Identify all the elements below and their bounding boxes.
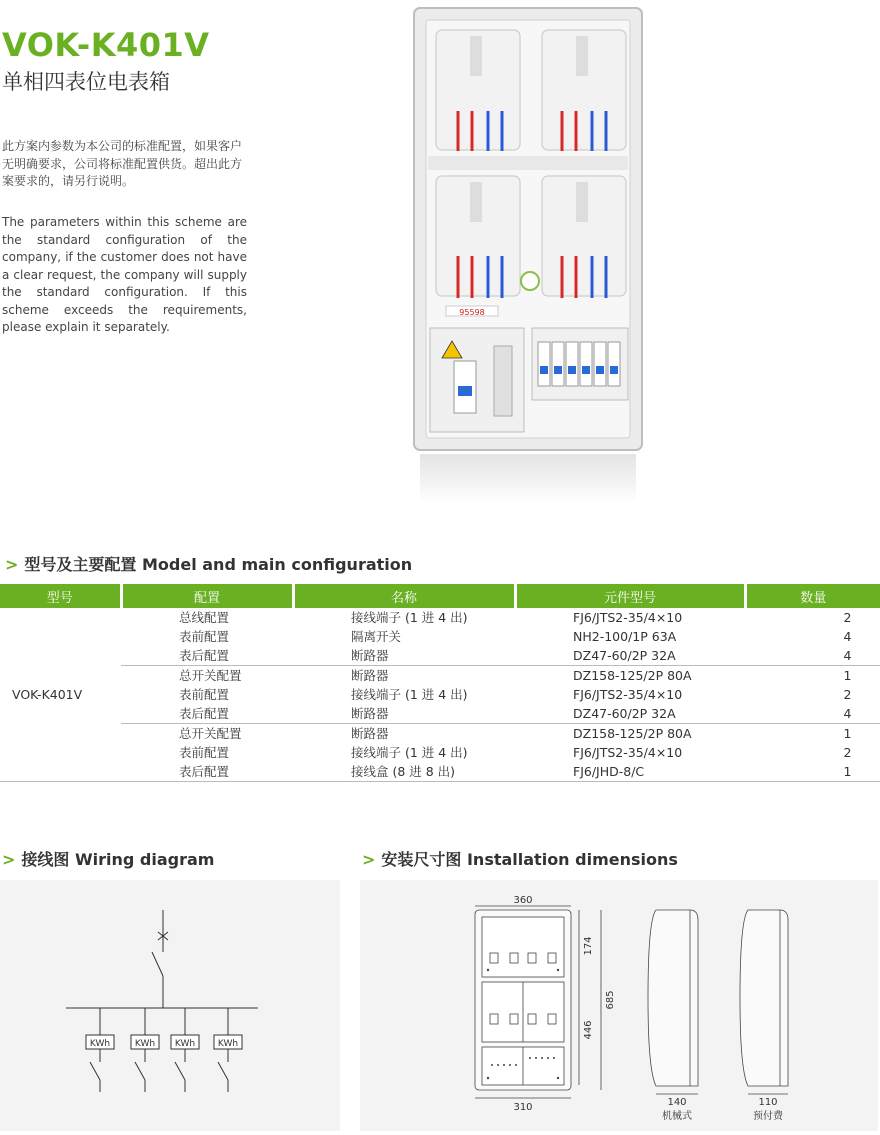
table-row: [0, 724, 880, 782]
section-arrow-icon: >: [362, 850, 376, 869]
label-prepaid: 预付费: [753, 1111, 783, 1122]
description-en: The parameters within this scheme are the standard configuration of the company, if the customer does not have a clear request, the company will supply the standard configuration. If this scheme exceeds the requirements, please explain it separately.: [2, 215, 247, 334]
config-cell: 总开关配置 表前配置 表后配置: [121, 666, 293, 724]
config-section-title: 型号及主要配置 Model and main configuration: [24, 555, 413, 574]
wiring-diagram-panel: [0, 880, 340, 1131]
header-name: 名称: [293, 584, 515, 608]
description-cn: 此方案内参数为本公司的标准配置，如果客户无明确要求，公司将标准配置供货。超出此方案要求的，请另行说明。: [2, 139, 243, 188]
wiring-diagram: [0, 880, 340, 1131]
meter-label: KWh: [174, 1039, 196, 1049]
dimension-drawing: [360, 880, 878, 1131]
meter-label: KWh: [89, 1039, 111, 1049]
config-cell: 总开关配置 表前配置 表后配置: [121, 724, 293, 782]
dimension-height-total: 685: [605, 990, 616, 1010]
part-cell: DZ158-125/2P 80A FJ6/JTS2-35/4×10 DZ47-60/2P 32A: [515, 666, 745, 724]
part-cell: FJ6/JTS2-35/4×10 NH2-100/1P 63A DZ47-60/2P 32A: [573, 610, 683, 663]
dimension-height-upper: 174: [583, 936, 594, 956]
table-header-row: [0, 584, 880, 608]
product-subtitle: 单相四表位电表箱: [2, 70, 170, 94]
name-cell: 断路器 接线端子 (1 进 4 出) 断路器: [293, 666, 515, 724]
table-row: [0, 666, 880, 724]
config-section-header: [5, 552, 412, 575]
name-cell: 接线端子 (1 进 4 出) 隔离开关 断路器: [351, 610, 468, 663]
qty-cell: 1 2 4: [745, 666, 880, 724]
product-title: VOK-K401V: [2, 26, 210, 64]
section-arrow-icon: >: [5, 555, 19, 574]
header-qty: 数量: [745, 584, 880, 608]
hotline-label: 95598: [459, 308, 485, 317]
qty-cell: 2 4 4: [843, 610, 852, 663]
config-cell: 总线配置 表前配置 表后配置: [179, 610, 230, 663]
dimension-width-bottom: 310: [513, 1102, 533, 1113]
dimensions-section-title: 安装尺寸图 Installation dimensions: [381, 850, 678, 869]
dimension-depth-prepaid: 110: [758, 1097, 778, 1108]
dimensions-section-header: [362, 847, 678, 870]
section-arrow-icon: >: [2, 850, 16, 869]
header-model: 型号: [0, 584, 121, 608]
dimension-width-top: 360: [513, 895, 533, 906]
wiring-section-title: 接线图 Wiring diagram: [21, 850, 215, 869]
table-row: [0, 608, 880, 666]
dimensions-panel: [360, 880, 878, 1131]
part-cell: DZ158-125/2P 80A FJ6/JTS2-35/4×10 FJ6/JHD-8/C: [515, 724, 745, 782]
label-mechanical: 机械式: [662, 1111, 692, 1122]
product-image: [410, 6, 646, 506]
qty-cell: 1 2 1: [745, 724, 880, 782]
config-table: [0, 584, 880, 782]
dimension-height-mid: 446: [583, 1020, 594, 1040]
meter-label: KWh: [134, 1039, 156, 1049]
header-part: 元件型号: [515, 584, 745, 608]
model-cell: VOK-K401V: [0, 608, 121, 782]
header-config: 配置: [121, 584, 293, 608]
meter-label: KWh: [217, 1039, 239, 1049]
dimension-depth-mech: 140: [667, 1097, 687, 1108]
name-cell: 断路器 接线端子 (1 进 4 出) 接线盒 (8 进 8 出): [293, 724, 515, 782]
wiring-section-header: [2, 847, 214, 870]
